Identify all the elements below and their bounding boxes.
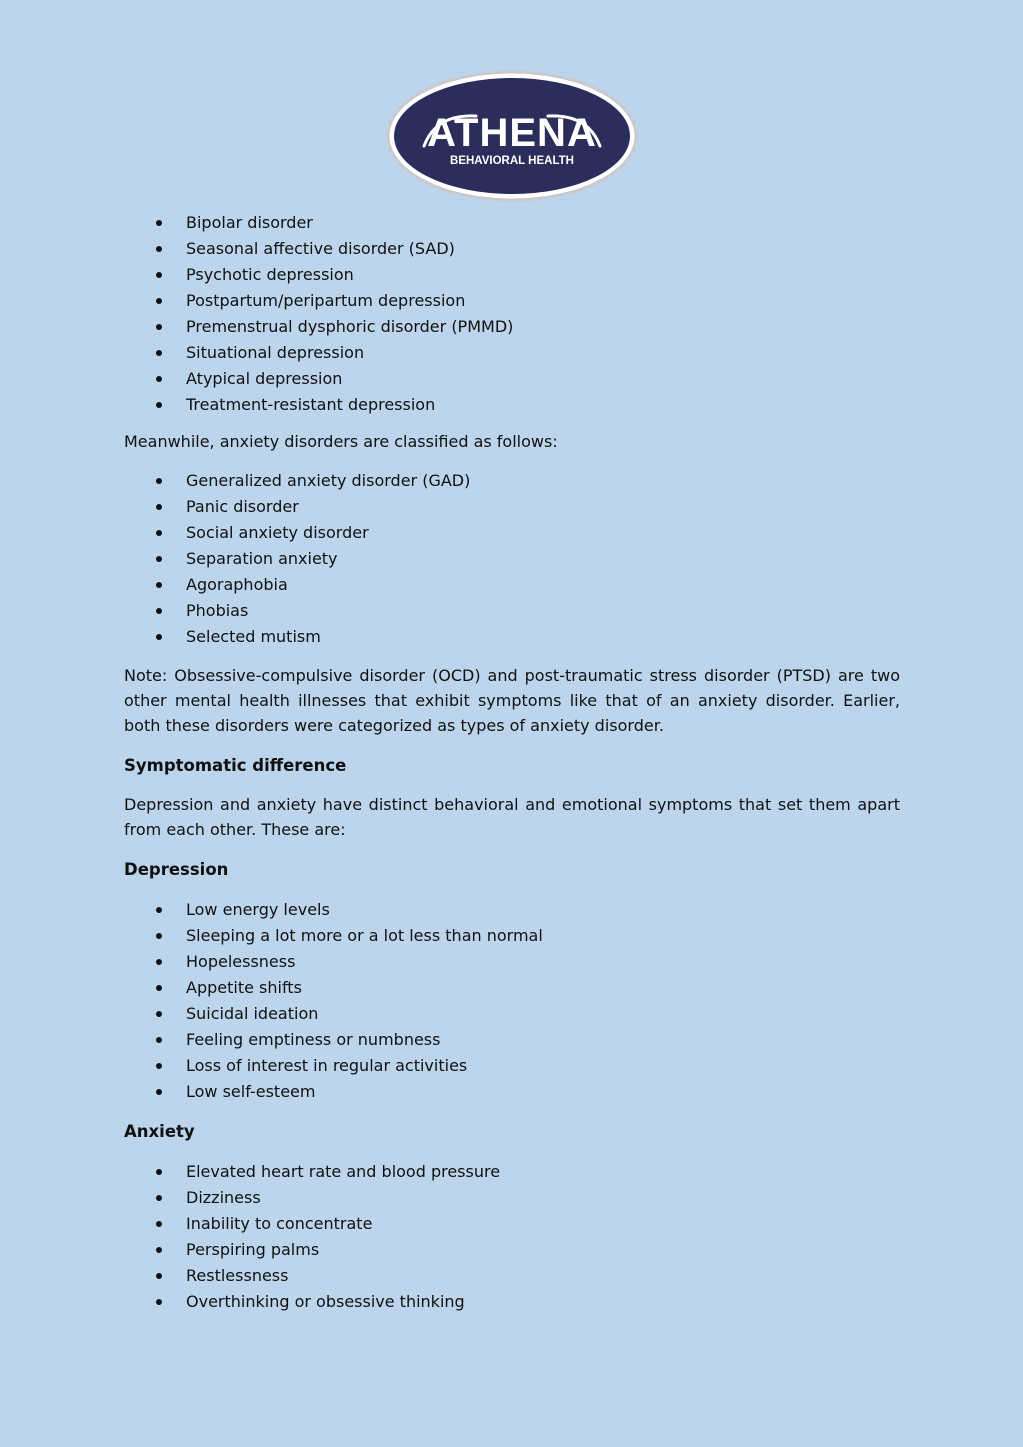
list-item: Social anxiety disorder <box>124 520 900 546</box>
anxiety-types-list <box>124 468 900 650</box>
symptomatic-difference-heading: Symptomatic difference <box>124 756 347 775</box>
list-item: Bipolar disorder <box>124 210 900 236</box>
depression-types-list <box>124 210 900 418</box>
list-item: Selected mutism <box>124 624 900 650</box>
note-paragraph: Note: Obsessive-compulsive disorder (OCD) and post-traumatic stress disorder (PTSD) are two other mental health illnesses that exhibit symptoms like that of an anxiety disorder. Earlier, both these disorders were categorized as types of anxiety disorder. <box>124 666 900 735</box>
depression-symptoms-list <box>124 897 900 1105</box>
list-item: Psychotic depression <box>124 262 900 288</box>
list-item: Inability to concentrate <box>124 1211 900 1237</box>
logo-subtitle-text: BEHAVIORAL HEALTH <box>450 155 574 167</box>
anxiety-heading: Anxiety <box>124 1122 195 1141</box>
list-item: Situational depression <box>124 340 900 366</box>
list-item: Low self-esteem <box>124 1079 900 1105</box>
list-item: Treatment-resistant depression <box>124 392 900 418</box>
list-item: Postpartum/peripartum depression <box>124 288 900 314</box>
list-item: Loss of interest in regular activities <box>124 1053 900 1079</box>
list-item: Elevated heart rate and blood pressure <box>124 1159 900 1185</box>
list-item: Phobias <box>124 598 900 624</box>
list-item: Low energy levels <box>124 897 900 923</box>
athena-logo <box>386 70 638 202</box>
list-item: Overthinking or obsessive thinking <box>124 1289 900 1315</box>
list-item: Restlessness <box>124 1263 900 1289</box>
document-body <box>124 210 900 1315</box>
list-item: Feeling emptiness or numbness <box>124 1027 900 1053</box>
list-item: Seasonal affective disorder (SAD) <box>124 236 900 262</box>
list-item: Agoraphobia <box>124 572 900 598</box>
list-item: Perspiring palms <box>124 1237 900 1263</box>
list-item: Suicidal ideation <box>124 1001 900 1027</box>
list-item: Separation anxiety <box>124 546 900 572</box>
logo-brand-text: ATHENA <box>427 111 597 155</box>
list-item: Atypical depression <box>124 366 900 392</box>
list-item: Generalized anxiety disorder (GAD) <box>124 468 900 494</box>
list-item: Premenstrual dysphoric disorder (PMMD) <box>124 314 900 340</box>
depression-heading: Depression <box>124 860 229 879</box>
list-item: Appetite shifts <box>124 975 900 1001</box>
list-item: Sleeping a lot more or a lot less than normal <box>124 923 900 949</box>
anxiety-symptoms-list <box>124 1159 900 1315</box>
list-item: Hopelessness <box>124 949 900 975</box>
anxiety-intro-paragraph: Meanwhile, anxiety disorders are classified as follows: <box>124 432 558 451</box>
list-item: Dizziness <box>124 1185 900 1211</box>
symptomatic-intro-paragraph: Depression and anxiety have distinct behavioral and emotional symptoms that set them apart from each other. These are: <box>124 795 900 839</box>
list-item: Panic disorder <box>124 494 900 520</box>
